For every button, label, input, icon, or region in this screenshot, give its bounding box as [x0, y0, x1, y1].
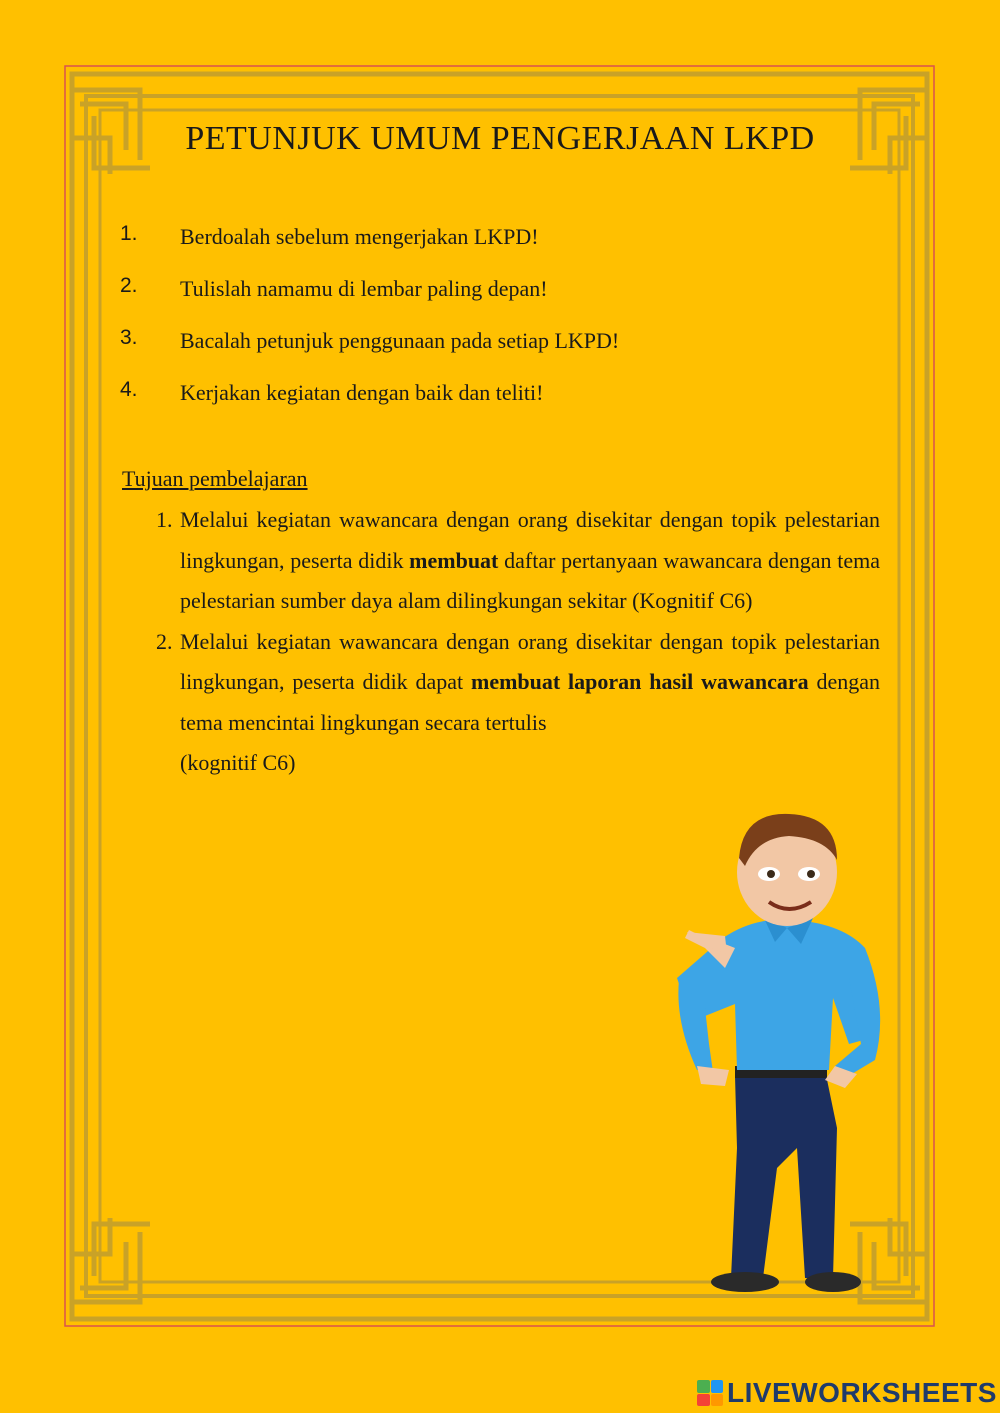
instruction-item — [120, 222, 880, 274]
goal-level: (kognitif C6) — [180, 750, 296, 775]
instruction-list — [120, 222, 880, 430]
instruction-text: Berdoalah sebelum mengerjakan LKPD! — [180, 224, 539, 249]
learning-goal-item — [150, 500, 880, 622]
goal-text: Melalui kegiatan wawancara dengan orang disekitar dengan topik pelestarian lingkungan, peserta didik dapat — [180, 628, 880, 694]
learning-goals-list — [150, 500, 880, 784]
goal-number: 1. — [156, 507, 173, 532]
learning-goals-heading: Tujuan pembelajaran — [122, 466, 308, 491]
instruction-item — [120, 274, 880, 326]
instruction-text: Tulislah namamu di lembar paling depan! — [180, 276, 548, 301]
goal-emphasis: membuat — [409, 547, 499, 573]
instruction-item — [120, 326, 880, 378]
goal-text: dengan tema mencintai lingkungan secara tertulis — [180, 669, 881, 735]
liveworksheets-logo-icon — [697, 1380, 723, 1406]
instruction-number: 2. — [120, 274, 138, 297]
learning-goal-item — [150, 622, 880, 784]
goal-text: Melalui kegiatan wawancara dengan orang disekitar dengan topik pelestarian lingkungan, peserta didik — [180, 507, 880, 573]
instruction-text: Bacalah petunjuk penggunaan pada setiap LKPD! — [180, 328, 620, 353]
brand-name: LIVEWORKSHEETS — [727, 1377, 997, 1408]
cartoon-man-pointing-icon — [665, 808, 925, 1294]
instruction-number: 3. — [120, 326, 138, 349]
goal-text: daftar pertanyaan wawancara dengan tema pelestarian sumber daya alam dilingkungan sekitar (Kognitif C6) — [180, 547, 880, 613]
goal-number: 2. — [156, 628, 173, 654]
page-title: PETUNJUK UMUM PENGERJAAN LKPD — [185, 120, 815, 157]
instruction-text: Kerjakan kegiatan dengan baik dan teliti! — [180, 380, 544, 405]
instruction-number: 4. — [120, 378, 138, 401]
goal-emphasis: membuat laporan hasil wawancara — [471, 669, 809, 694]
instruction-number: 1. — [120, 222, 138, 245]
liveworksheets-brand — [697, 1376, 997, 1410]
instruction-item — [120, 378, 880, 430]
